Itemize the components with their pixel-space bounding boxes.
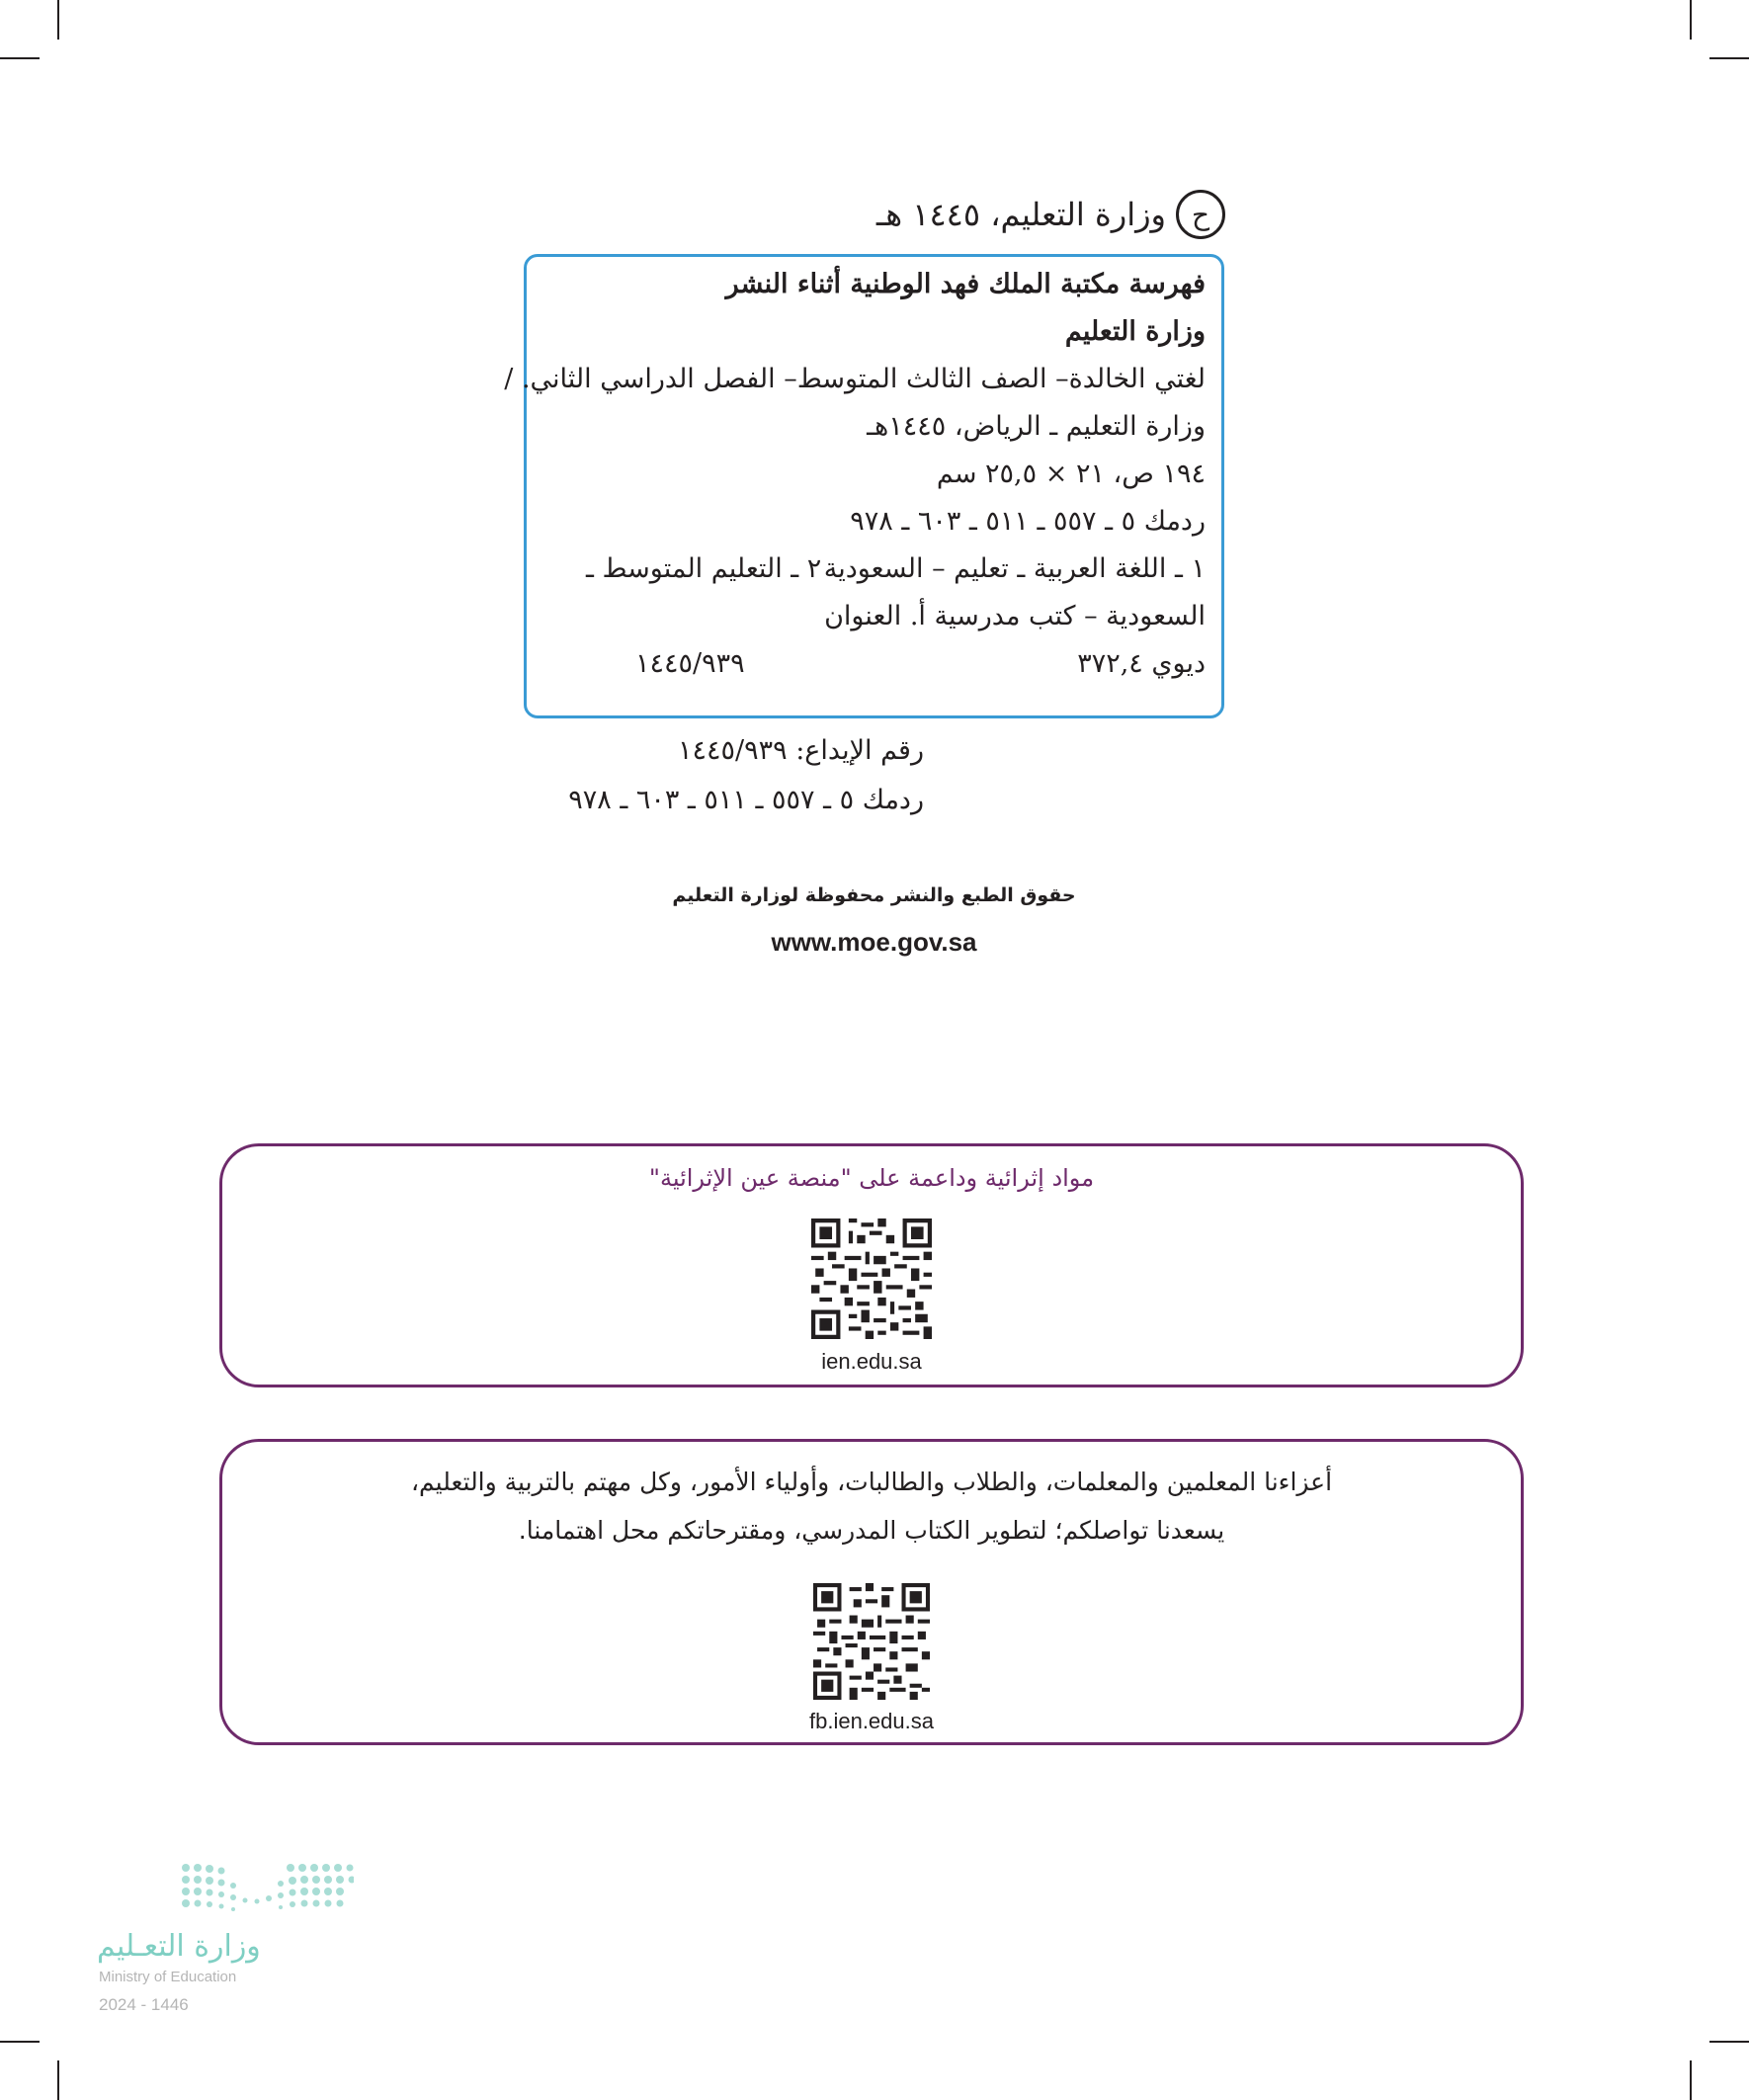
crop-mark [57,2060,59,2100]
catalog-title-line2: وزارة التعليم ـ الرياض، ١٤٤٥هـ [867,411,1206,442]
catalog-subject2: ٢ ـ التعليم المتوسط ـ [586,553,822,584]
feedback-line2: يسعدنا تواصلكم؛ لتطوير الكتاب المدرسي، ومقترحاتكم محل اهتمامنا. [518,1516,1225,1545]
ien-url[interactable]: ien.edu.sa [821,1349,922,1374]
copyright-text: وزارة التعليم، ١٤٤٥ هـ [875,196,1166,233]
feedback-url[interactable]: fb.ien.edu.sa [809,1709,934,1733]
deposit-info [524,726,924,825]
copyright-line [810,190,1225,239]
deposit-number: رقم الإيداع: ١٤٤٥/٩٣٩ [678,735,924,766]
catalog-header: فهرسة مكتبة الملك فهد الوطنية أثناء النشر [725,269,1206,299]
catalog-subject3: السعودية – كتب مدرسية أ. العنوان [824,601,1206,631]
crop-mark [1690,0,1692,40]
catalog-number: ١٤٤٥/٩٣٩ [635,648,745,679]
crop-mark [1709,2041,1749,2043]
ien-box-title: مواد إثرائية وداعمة على "منصة عين الإثرائية" [648,1164,1095,1192]
rights-notice: حقوق الطبع والنشر محفوظة لوزارة التعليم [672,884,1076,906]
qr-code-icon[interactable] [811,1218,932,1339]
feedback-line1: أعزاءنا المعلمين والمعلمات، والطلاب والطالبات، وأولياء الأمور، وكل مهتم بالتربية والتعليم، [410,1468,1333,1496]
catalog-title-line1: لغتي الخالدة– الصف الثالث المتوسط– الفصل الدراسي الثاني. / [504,364,1206,394]
catalog-author: وزارة التعليم [1064,316,1206,347]
catalog-isbn: ردمك ٥ ـ ٥٥٧ ـ ٥١١ ـ ٦٠٣ ـ ٩٧٨ [850,506,1206,537]
crop-mark [57,0,59,40]
catalog-classification [537,640,1206,688]
crop-mark [1709,57,1749,59]
feedback-box [219,1439,1524,1745]
ien-platform-box [219,1143,1524,1387]
cataloging-box [504,254,1224,718]
catalog-subjects [537,546,1206,593]
crop-mark [0,2041,40,2043]
crop-mark [0,57,40,59]
qr-code-icon[interactable] [813,1583,930,1700]
ministry-name-arabic: وزارة التعـليم [97,1929,261,1964]
catalog-pages: ١٩٤ ص، ٢١ × ٢٥,٥ سم [936,459,1206,489]
crop-mark [1690,2060,1692,2100]
catalog-dewey: ديوي ٣٧٢,٤ [1077,648,1206,679]
website-link[interactable]: www.moe.gov.sa [771,927,977,957]
catalog-subject1: ١ ـ اللغة العربية ـ تعليم – السعودية [823,553,1206,584]
ministry-year: 2024 - 1446 [99,1995,189,2014]
deposit-isbn: ردمك ٥ ـ ٥٥٧ ـ ٥١١ ـ ٦٠٣ ـ ٩٧٨ [568,785,924,815]
copyright-symbol: ح [1176,190,1225,239]
ministry-name-english: Ministry of Education [99,1969,237,1985]
